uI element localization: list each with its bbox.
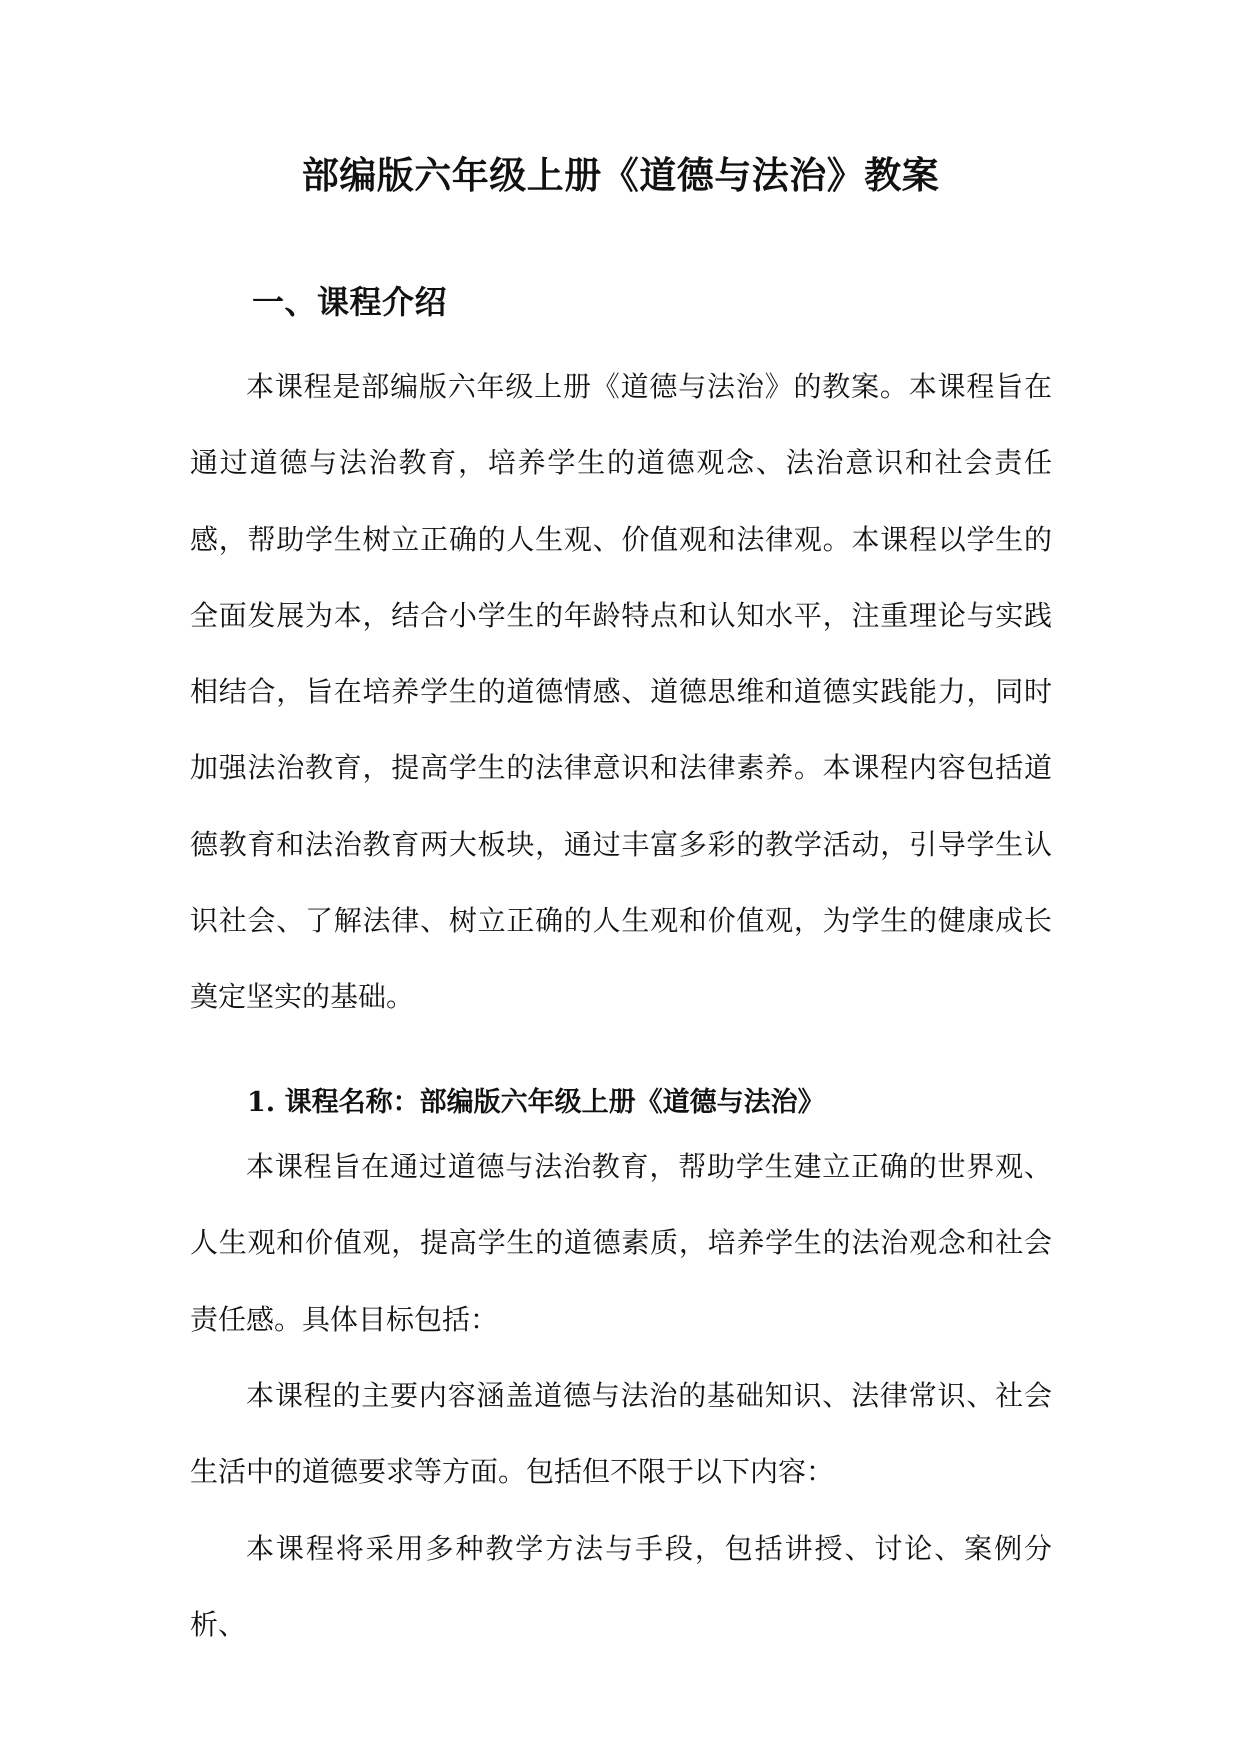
subsection-heading-course-name: 1. 课程名称：部编版六年级上册《道德与法治》 [247,1087,825,1118]
course-goals-paragraph: 本课程旨在通过道德与法治教育，帮助学生建立正确的世界观、人生观和价值观，提高学生的道德素质，培养学生的法治观念和社会责任感。具体目标包括： [190,1150,1052,1336]
section-heading-course-intro: 一、课程介绍 [252,283,448,321]
course-content-paragraph: 本课程的主要内容涵盖道德与法治的基础知识、法律常识、社会生活中的道德要求等方面。包括但不限于以下内容： [190,1379,1052,1489]
document-title: 部编版六年级上册《道德与法治》教案 [301,153,940,197]
teaching-methods-paragraph: 本课程将采用多种教学方法与手段，包括讲授、讨论、案例分析、 [190,1532,1052,1642]
course-intro-paragraph: 本课程是部编版六年级上册《道德与法治》的教案。本课程旨在通过道德与法治教育，培养学生的道德观念、法治意识和社会责任感，帮助学生树立正确的人生观、价值观和法律观。本课程以学生的全面发展为本，结合小学生的年龄特点和认知水平，注重理论与实践相结合，旨在培养学生的道德情感、道德思维和道德实践能力，同时加强法治教育，提高学生的法律意识和法律素养。本课程内容包括道德教育和法治教育两大板块，通过丰富多彩的教学活动，引导学生认识社会、了解法律、树立正确的人生观和价值观，为学生的健康成长奠定坚实的基础。 [190,370,1052,1014]
